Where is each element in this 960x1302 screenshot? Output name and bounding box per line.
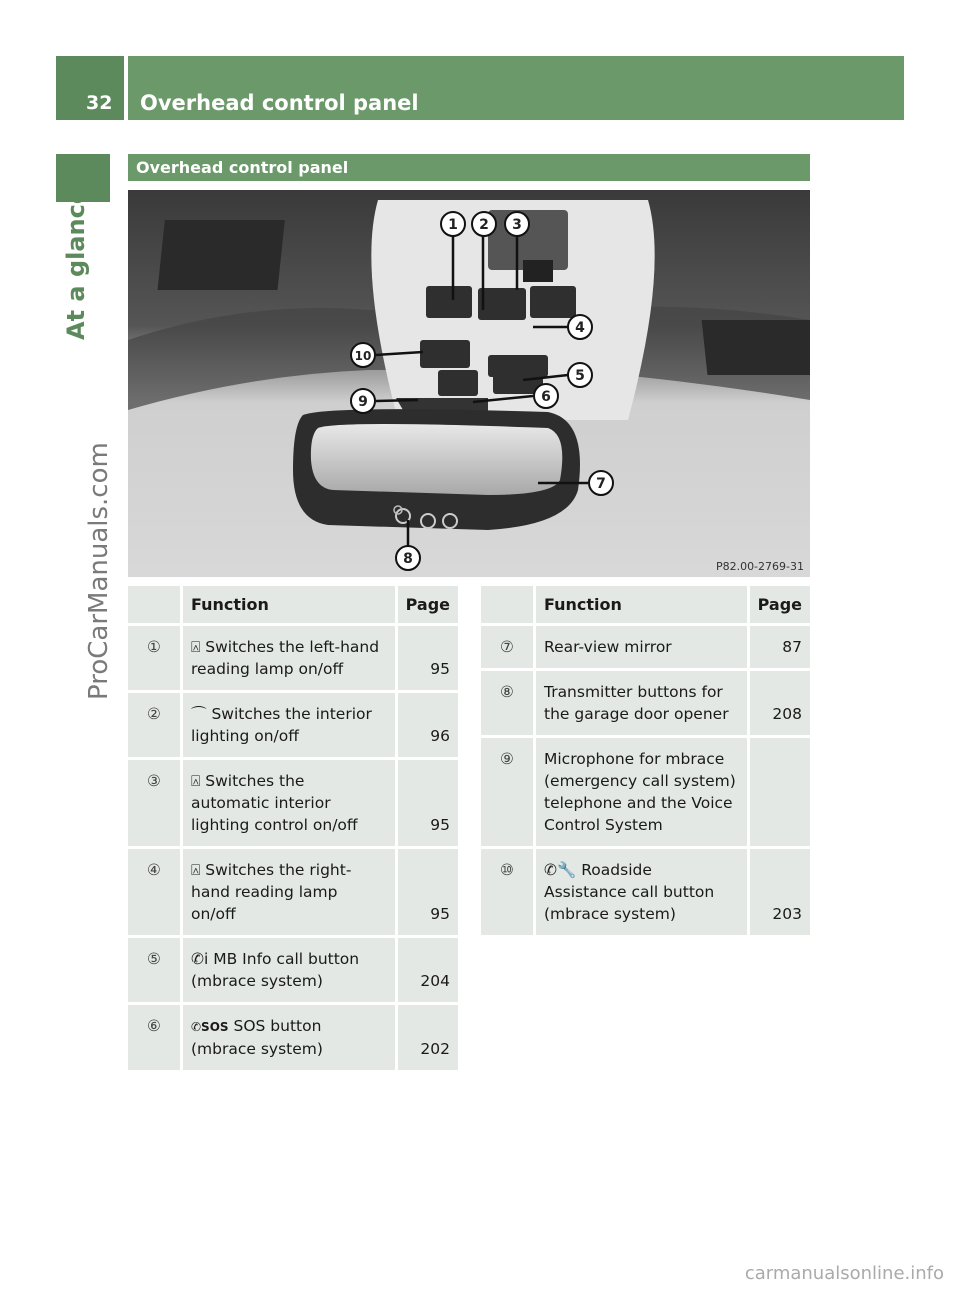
row-function: ⍓ Switches the automatic interior lighting control on/off [180, 760, 395, 846]
row-page: 202 [395, 1005, 458, 1070]
footer-watermark: carmanualsonline.info [744, 1263, 944, 1284]
row-function: Transmitter buttons for the garage door opener [533, 671, 747, 735]
table-row [481, 626, 810, 668]
table-row [481, 849, 810, 935]
side-section-label: At a glance [62, 187, 90, 340]
row-function: ⌒ Switches the interior lighting on/off [180, 693, 395, 757]
col-page: Page [395, 586, 458, 623]
side-watermark: ProCarManuals.com [84, 442, 114, 700]
info-call-icon: ✆i [191, 950, 209, 968]
overhead-panel-illustration [128, 190, 810, 577]
callout-6: 6 [541, 389, 551, 405]
row-page: 96 [395, 693, 458, 757]
interior-light-icon: ⌒ [191, 705, 207, 723]
col-function: Function [533, 586, 747, 623]
row-number: ⑨ [481, 738, 533, 846]
callout-10: 10 [354, 349, 372, 363]
row-page: 87 [747, 626, 810, 668]
function-table-left [128, 583, 458, 1073]
table-row [128, 693, 458, 757]
row-number: ① [128, 626, 180, 690]
row-number: ② [128, 693, 180, 757]
page-title: Overhead control panel [140, 91, 419, 115]
row-page: 95 [395, 760, 458, 846]
page-number: 32 [86, 92, 113, 114]
row-function: ⍓ Switches the right-hand reading lamp on/off [180, 849, 395, 935]
callout-4: 4 [575, 320, 585, 336]
table-row [128, 1005, 458, 1070]
function-table-right [481, 583, 810, 938]
table-row [128, 760, 458, 846]
callout-5: 5 [575, 368, 585, 384]
row-number: ⑧ [481, 671, 533, 735]
row-function: ✆SOS SOS button (mbrace system) [180, 1005, 395, 1070]
table-row [128, 626, 458, 690]
col-num [128, 586, 180, 623]
table-row [128, 849, 458, 935]
reading-lamp-icon: ⍓ [191, 638, 201, 656]
auto-light-icon: ⍓ [191, 772, 201, 790]
row-number: ④ [128, 849, 180, 935]
table-row [481, 671, 810, 735]
callout-9: 9 [358, 394, 368, 410]
row-page: 203 [747, 849, 810, 935]
overhead-panel-photo [128, 190, 810, 577]
row-function: Rear-view mirror [533, 626, 747, 668]
reading-lamp-icon: ⍓ [191, 861, 201, 879]
section-title: Overhead control panel [136, 158, 349, 177]
photo-ref-code: P82.00-2769-31 [715, 560, 804, 573]
callout-2: 2 [479, 217, 489, 233]
row-function: ✆🔧 Roadside Assistance call button (mbrace system) [533, 849, 747, 935]
row-page [747, 738, 810, 846]
roadside-assist-icon: ✆🔧 [544, 861, 577, 879]
col-num [481, 586, 533, 623]
row-number: ⑥ [128, 1005, 180, 1070]
row-function: ⍓ Switches the left-hand reading lamp on/off [180, 626, 395, 690]
callout-1: 1 [448, 217, 458, 233]
callout-3: 3 [512, 217, 522, 233]
row-function: ✆i MB Info call button (mbrace system) [180, 938, 395, 1002]
row-page: 208 [747, 671, 810, 735]
col-page: Page [747, 586, 810, 623]
sos-icon: ✆SOS [191, 1020, 229, 1034]
callout-8: 8 [403, 551, 413, 567]
table-row [128, 938, 458, 1002]
row-function: Microphone for mbrace (emergency call system) telephone and the Voice Control System [533, 738, 747, 846]
col-function: Function [180, 586, 395, 623]
row-page: 204 [395, 938, 458, 1002]
row-page: 95 [395, 849, 458, 935]
table-row [481, 738, 810, 846]
row-number: ③ [128, 760, 180, 846]
row-number: ⑤ [128, 938, 180, 1002]
row-number: ⑩ [481, 849, 533, 935]
row-number: ⑦ [481, 626, 533, 668]
row-page: 95 [395, 626, 458, 690]
callout-7: 7 [596, 476, 606, 492]
